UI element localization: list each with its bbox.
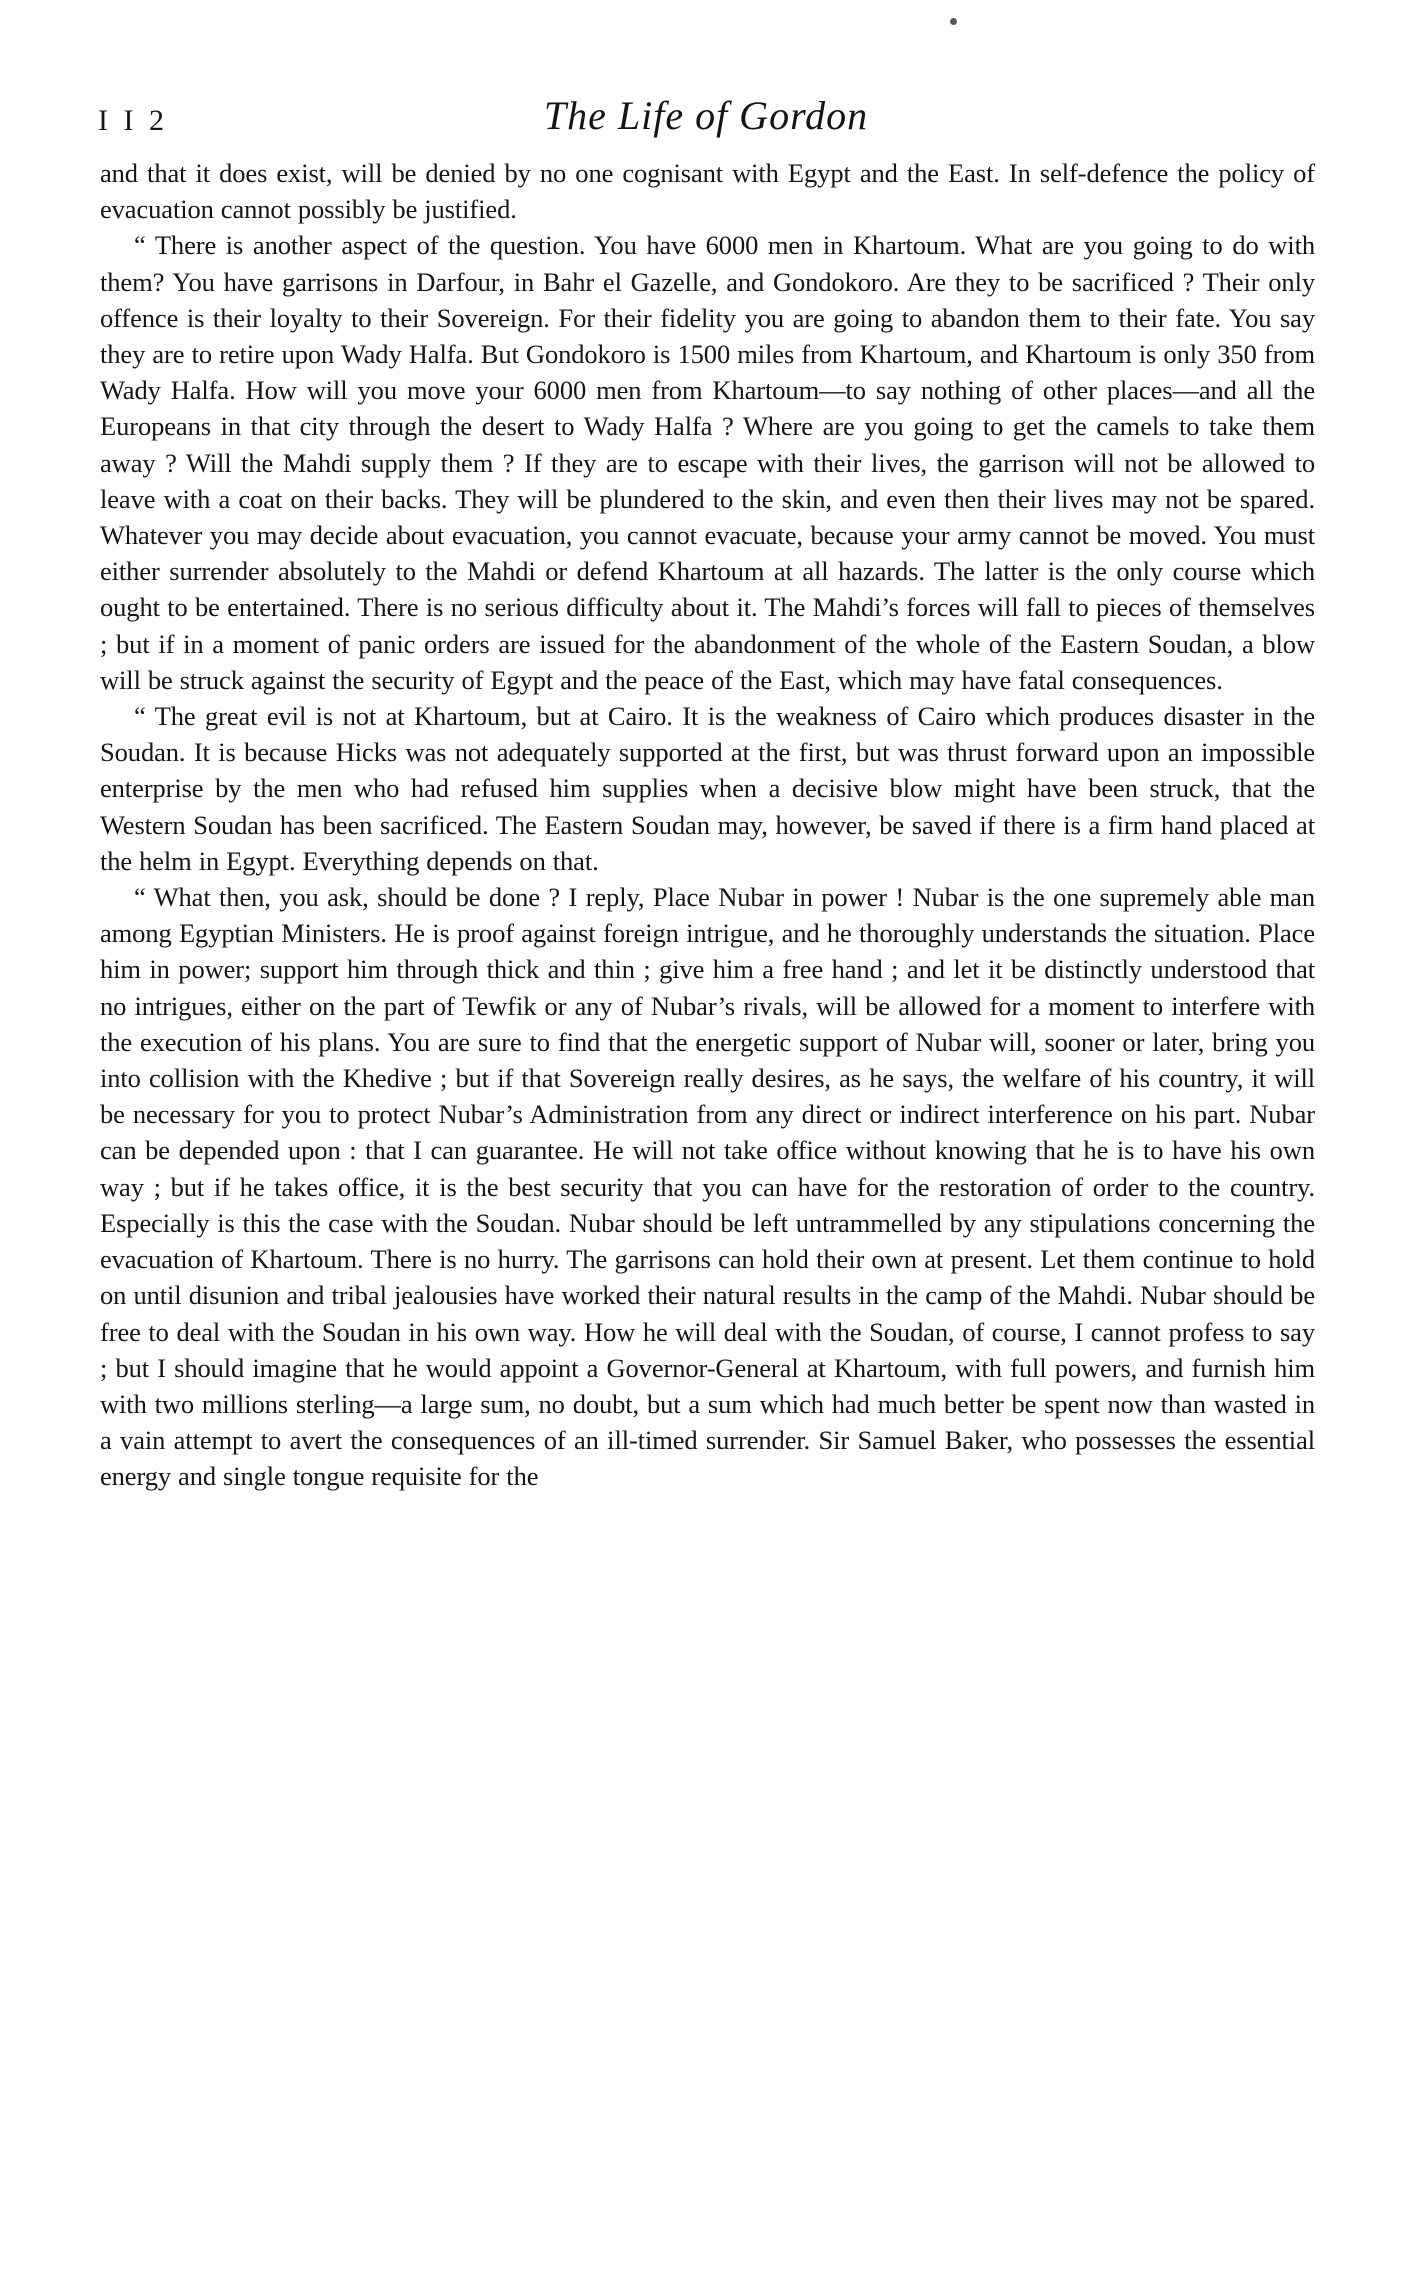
body-text-block [100, 155, 1315, 1495]
paragraph: “ The great evil is not at Khartoum, but at Cairo. It is the weakness of Cairo which produces disaster in the Soudan. It is because Hicks was not adequately supported at the first, but was thrust forward upon an impossible enterprise by the men who had refused him supplies when a decisive blow might have been struck, that the Western Soudan has been sacrificed. The Eastern Soudan may, however, be saved if there is a firm hand placed at the helm in Egypt. Everything depends on that. [100, 701, 1315, 876]
page-number: I I 2 [98, 104, 168, 137]
paragraph: and that it does exist, will be denied by no one cognisant with Egypt and the East. In self-defence the policy of evacuation cannot possibly be justified. [100, 158, 1315, 225]
ink-speck-mark [950, 18, 957, 25]
paragraph: “ There is another aspect of the question. You have 6000 men in Khartoum. What are you going to do with them? You have garrisons in Darfour, in Bahr el Gazelle, and Gondokoro. Are they to be sacrificed ? Their only offence is their loyalty to their Sovereign. For their fidelity you are going to abandon them to their fate. You say they are to retire upon Wady Halfa. But Gondokoro is 1500 miles from Khartoum, and Khartoum is only 350 from Wady Halfa. How will you move your 6000 men from Khartoum—to say nothing of other places—and all the Europeans in that city through the desert to Wady Halfa ? Where are you going to get the camels to take them away ? Will the Mahdi supply them ? If they are to escape with their lives, the garrison will not be allowed to leave with a coat on their backs. They will be plundered to the skin, and even then their lives may not be spared. Whatever you may decide about evacuation, you cannot evacuate, because your army cannot be moved. You must either surrender absolutely to the Mahdi or defend Khartoum at all hazards. The latter is the only course which ought to be entertained. There is no serious difficulty about it. The Mahdi’s forces will fall to pieces of themselves ; but if in a moment of panic orders are issued for the abandonment of the whole of the Eastern Soudan, a blow will be struck against the security of Egypt and the peace of the East, which may have fatal consequences. [100, 230, 1315, 695]
paragraph: “ What then, you ask, should be done ? I reply, Place Nubar in power ! Nubar is the one supremely able man among Egyptian Ministers. He is proof against foreign intrigue, and he thoroughly understands the situation. Place him in power; support him through thick and thin ; give him a free hand ; and let it be distinctly understood that no intrigues, either on the part of Tewfik or any of Nubar’s rivals, will be allowed for a moment to interfere with the execution of his plans. You are sure to find that the energetic support of Nubar will, sooner or later, bring you into collision with the Khedive ; but if that Sovereign really desires, as he says, the welfare of his country, it will be necessary for you to protect Nubar’s Administration from any direct or indirect interference on his part. Nubar can be depended upon : that I can guarantee. He will not take office without knowing that he is to have his own way ; but if he takes office, it is the best security that you can have for the restoration of order to the country. Especially is this the case with the Soudan. Nubar should be left untrammelled by any stipulations concerning the evacuation of Khartoum. There is no hurry. The garrisons can hold their own at present. Let them continue to hold on until disunion and tribal jealousies have worked their natural results in the camp of the Mahdi. Nubar should be free to deal with the Soudan in his own way. How he will deal with the Soudan, of course, I cannot profess to say ; but I should imagine that he would appoint a Governor-General at Khartoum, with full powers, and furnish him with two millions sterling—a large sum, no doubt, but a sum which had much better be spent now than wasted in a vain attempt to avert the consequences of an ill-timed surrender. Sir Samuel Baker, who possesses the essential energy and single tongue requisite for the [100, 882, 1315, 1492]
running-head-title: The Life of Gordon [543, 93, 869, 138]
page-header [0, 48, 1412, 138]
